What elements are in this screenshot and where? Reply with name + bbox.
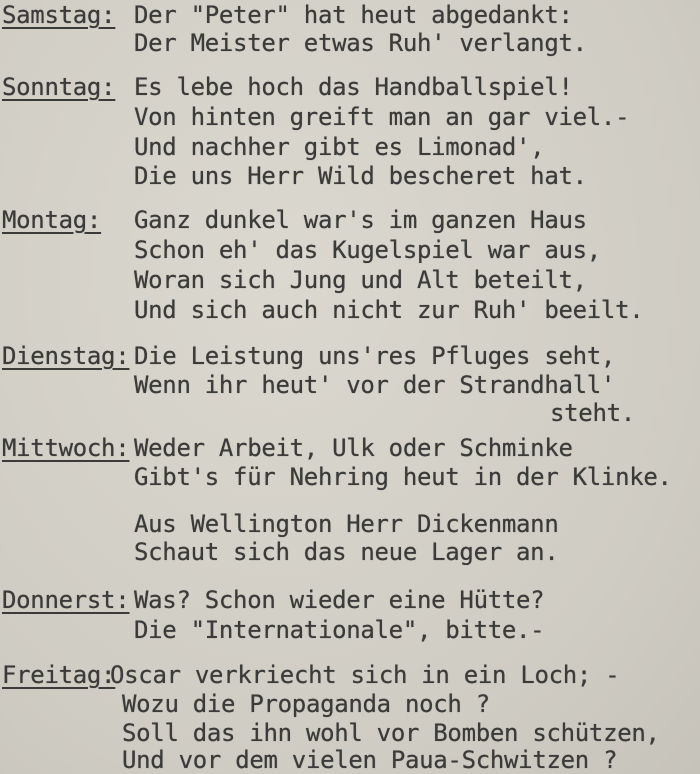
day-label-freitag: Freitag: (2, 661, 116, 689)
verse-line: Der Meister etwas Ruh' verlangt. (134, 29, 587, 57)
verse-line: Oscar verkriecht sich in ein Loch; - (110, 661, 620, 689)
day-label-sonntag: Sonntag: (2, 73, 116, 101)
verse-line: Ganz dunkel war's im ganzen Haus (134, 206, 587, 234)
verse-line: Weder Arbeit, Ulk oder Schminke (134, 434, 573, 462)
verse-line: Wozu die Propaganda noch ? (122, 690, 490, 718)
verse-line: Von hinten greift man an gar viel.- (134, 103, 630, 131)
verse-line: Aus Wellington Herr Dickenmann (134, 510, 559, 538)
verse-line: Was? Schon wieder eine Hütte? (134, 586, 545, 614)
verse-line: Gibt's für Nehring heut in der Klinke. (134, 463, 672, 491)
verse-line: Woran sich Jung und Alt beteilt, (134, 266, 587, 294)
verse-line: Schaut sich das neue Lager an. (134, 538, 559, 566)
day-label-samstag: Samstag: (2, 1, 116, 29)
verse-line: Der "Peter" hat heut abgedankt: (134, 1, 573, 29)
verse-line: Die uns Herr Wild bescheret hat. (134, 162, 587, 190)
verse-line: Schon eh' das Kugelspiel war aus, (134, 236, 601, 264)
verse-line: Soll das ihn wohl vor Bomben schützen, (122, 719, 660, 747)
verse-line: Die Leistung uns'res Pfluges seht, (134, 342, 616, 370)
day-label-montag: Montag: (2, 206, 102, 234)
day-label-dienstag: Dienstag: (2, 342, 130, 370)
day-label-donnerstag: Donnerst: (2, 586, 130, 614)
verse-line: Es lebe hoch das Handballspiel! (134, 73, 573, 101)
verse-line: Und vor dem vielen Paua-Schwitzen ? (122, 746, 618, 774)
verse-line: Wenn ihr heut' vor der Strandhall' (134, 371, 616, 399)
verse-line: Und sich auch nicht zur Ruh' beeilt. (134, 296, 644, 324)
verse-line: steht. (550, 399, 635, 427)
day-label-mittwoch: Mittwoch: (2, 434, 130, 462)
verse-line: Und nachher gibt es Limonad', (134, 133, 545, 161)
verse-line: Die "Internationale", bitte.- (134, 616, 545, 644)
